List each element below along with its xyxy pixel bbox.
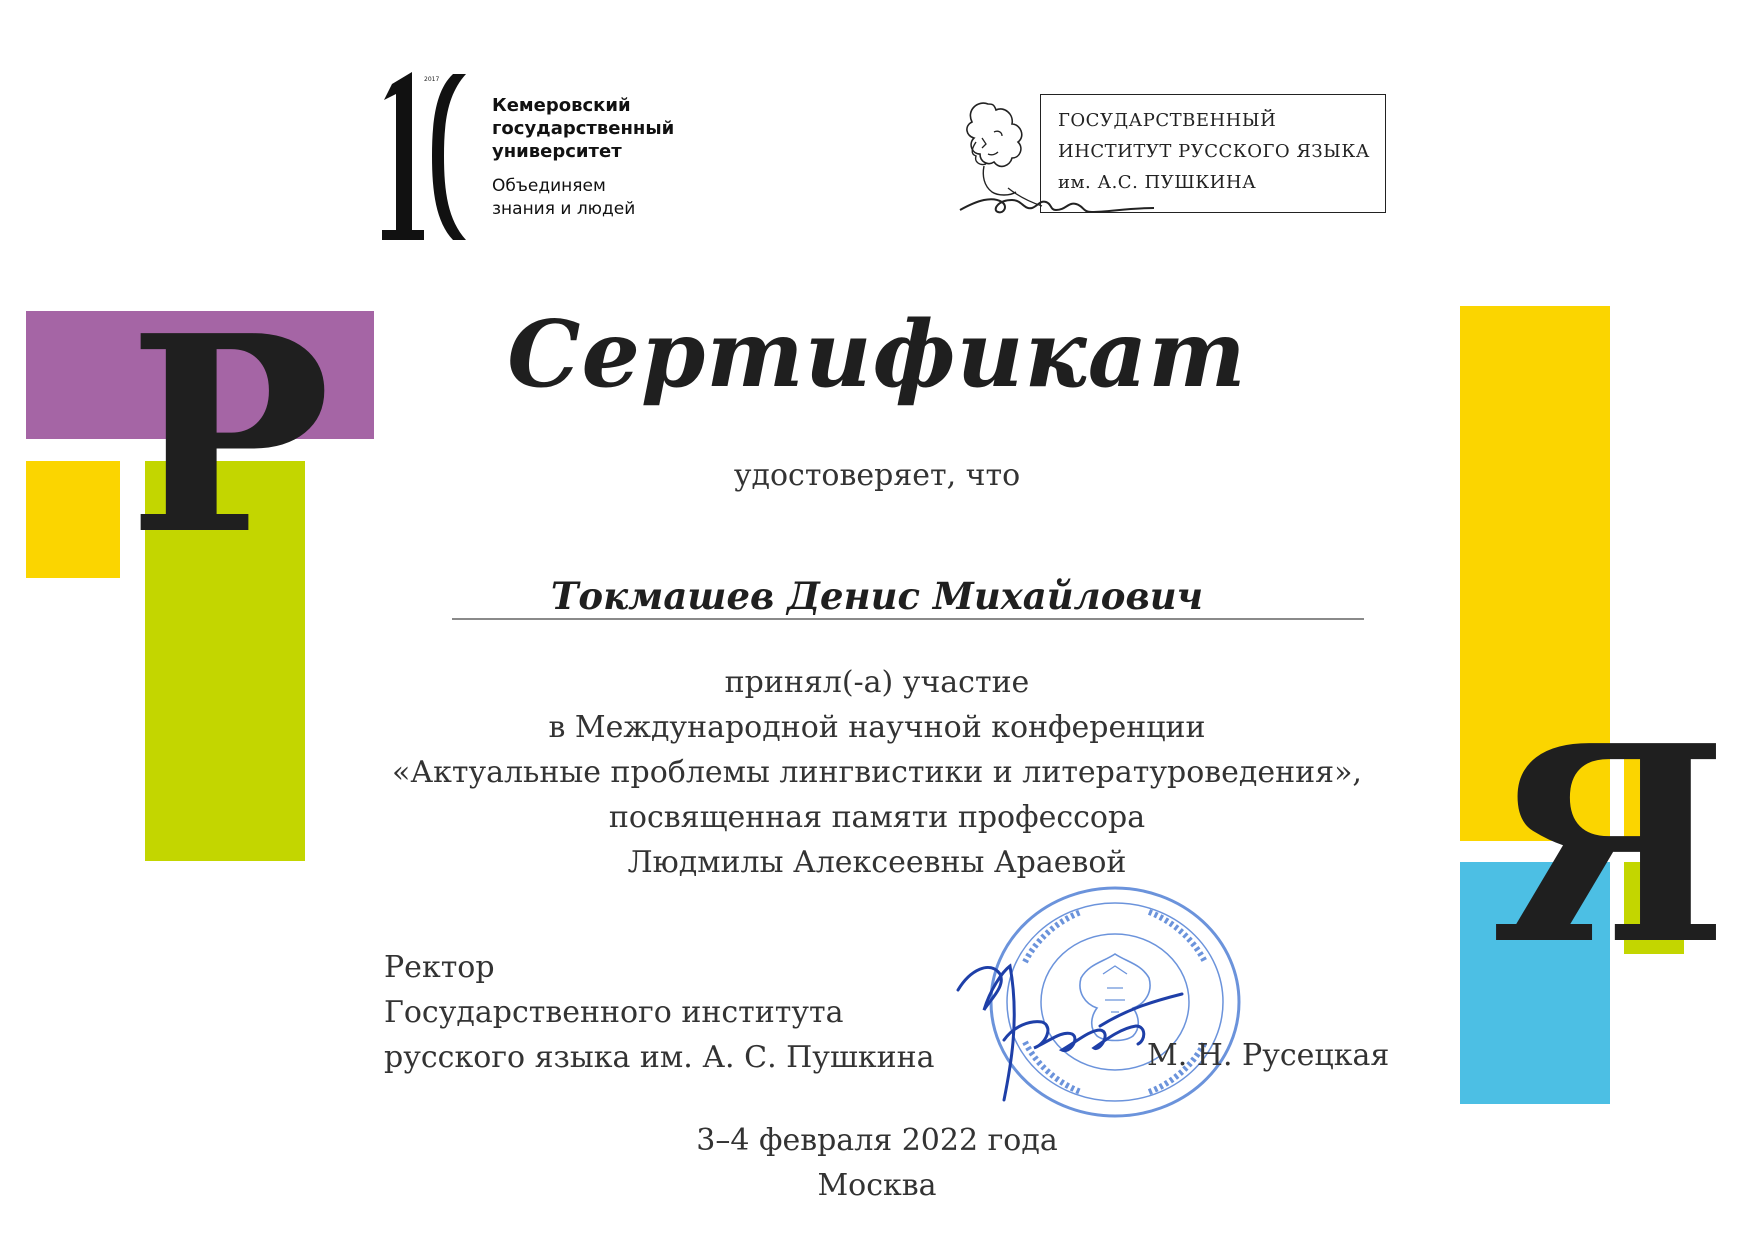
signatory-name: М. Н. Русецкая [1147, 1038, 1390, 1073]
pushkin-logo-line: ИНСТИТУТ РУССКОГО ЯЗЫКА [1058, 141, 1370, 162]
recipient-name: Токмашев Денис Михайлович [550, 574, 1204, 618]
decor-letter-r: Р [128, 276, 332, 594]
body-line: Людмилы Алексеевны Араевой [627, 845, 1127, 880]
body-line: принял(-а) участие [724, 665, 1030, 700]
kemsu-logo-year: 2017 [424, 76, 440, 83]
certificate-title: Сертификат [507, 300, 1247, 408]
decor-letter-ya: Я [1490, 686, 1729, 1004]
body-line: посвященная памяти профессора [608, 800, 1146, 835]
signatory-title-line: Государственного института [384, 995, 844, 1030]
recipient-underline [452, 618, 1364, 620]
pushkin-logo-line: ГОСУДАРСТВЕННЫЙ [1058, 110, 1277, 131]
signatory-title-line: Ректор [384, 950, 495, 985]
pushkin-logo-line: им. А.С. ПУШКИНА [1058, 172, 1257, 193]
kemsu-logo-name [492, 94, 674, 163]
kemsu-logo-mark [378, 70, 473, 245]
pushkin-logo-text [1058, 105, 1370, 198]
date-place [0, 1118, 1754, 1208]
certificate-body [0, 660, 1754, 885]
signatory-title [384, 945, 934, 1080]
event-date: 3–4 февраля 2022 года [696, 1123, 1058, 1158]
certifies-text: удостоверяет, что [733, 458, 1021, 493]
kemsu-slogan-line: Объединяем [492, 176, 606, 196]
kemsu-name-line: государственный [492, 118, 675, 139]
kemsu-name-line: Кемеровский [492, 95, 631, 116]
body-line: «Актуальные проблемы лингвистики и литературоведения», [392, 755, 1362, 790]
signatory-title-line: русского языка им. А. С. Пушкина [384, 1040, 935, 1075]
event-city: Москва [817, 1168, 937, 1203]
body-line: в Международной научной конференции [548, 710, 1206, 745]
kemsu-name-line: университет [492, 141, 622, 162]
kemsu-slogan-line: знания и людей [492, 199, 636, 219]
kemsu-logo-slogan [492, 175, 635, 221]
rector-signature [950, 930, 1190, 1105]
